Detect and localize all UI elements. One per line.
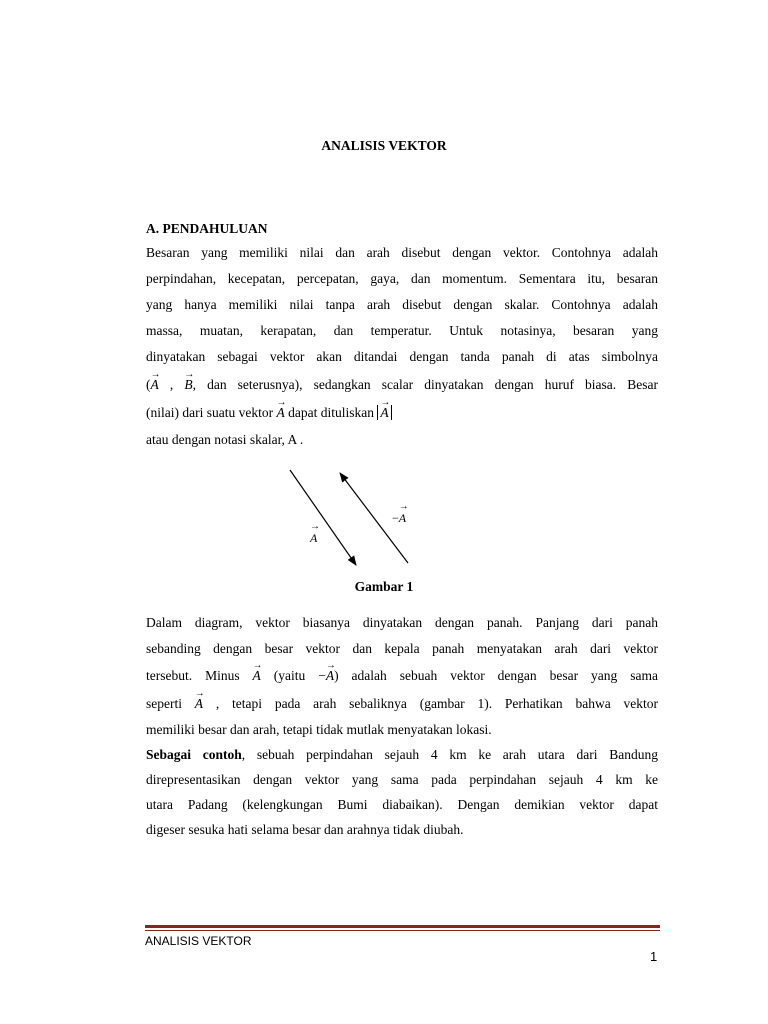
paragraph-line: utara Padang (kelengkungan Bumi diabaikan). Dengan demikian vektor dapat: [146, 797, 658, 812]
vector-neg-a-label: [392, 511, 406, 526]
text-span: tersebut. Minus: [146, 668, 253, 683]
text-span: ) adalah sebuah vektor dengan besar yang sama: [334, 668, 658, 683]
paragraph-line: [146, 745, 658, 764]
footer-rule: [145, 925, 660, 928]
text-span: (yaitu −: [260, 668, 326, 683]
paragraph-line: sebanding dengan besar vektor dan kepala panah menyatakan arah dari vektor: [146, 641, 658, 656]
bold-phrase: Sebagai contoh: [146, 747, 242, 762]
paragraph-line: digeser sesuka hati selama besar dan arahnya tidak diubah.: [146, 822, 464, 837]
vector-symbol: → A: [195, 694, 203, 713]
text-span: ,: [158, 377, 185, 392]
vector-symbol: → A: [399, 511, 406, 526]
minus-sign: −: [392, 511, 399, 525]
vector-symbol: → B: [184, 375, 192, 394]
paragraph-line: Besaran yang memiliki nilai dan arah disebut dengan vektor. Contohnya adalah: [146, 245, 658, 260]
text-span: , dan seterusnya), sedangkan scalar dinyatakan dengan huruf biasa. Besar: [192, 377, 659, 392]
vector-symbol: → A: [380, 403, 388, 422]
magnitude-notation: [377, 405, 391, 420]
paragraph-line: perpindahan, kecepatan, percepatan, gaya, dan momentum. Sementara itu, besaran: [146, 271, 658, 286]
paragraph-line: Dalam diagram, vektor biasanya dinyatakan dengan panah. Panjang dari panah: [146, 615, 658, 630]
paragraph-line: memiliki besar dan arah, tetapi tidak mutlak menyatakan lokasi.: [146, 722, 492, 737]
text-span: , sebuah perpindahan sejauh 4 km ke arah utara dari Bandung: [241, 747, 658, 762]
paragraph-line: [146, 403, 658, 422]
figure-caption: Gambar 1: [354, 579, 414, 594]
vector-symbol: → A: [253, 666, 261, 685]
vector-a-label: [310, 531, 317, 546]
page-title: ANALISIS VEKTOR: [321, 138, 447, 153]
text-span: (: [146, 377, 151, 392]
paragraph-line: direpresentasikan dengan vektor yang sama pada perpindahan sejauh 4 km ke: [146, 772, 658, 787]
paragraph-line: massa, muatan, kerapatan, dan temperatur. Untuk notasinya, besaran yang: [146, 323, 658, 338]
paragraph-line: [146, 375, 658, 394]
text-span: dapat dituliskan: [284, 405, 378, 420]
vector-symbol: → A: [326, 666, 334, 685]
text-span: , tetapi pada arah sebaliknya (gambar 1). Perhatikan bahwa vektor: [203, 696, 658, 711]
vector-symbol: → A: [276, 403, 284, 422]
vector-symbol: → A: [151, 375, 159, 394]
text-span: seperti: [146, 696, 195, 711]
section-heading: A. PENDAHULUAN: [146, 221, 268, 236]
text-span: (nilai) dari suatu vektor: [146, 405, 277, 420]
paragraph-line: atau dengan notasi skalar, A .: [146, 432, 304, 447]
paragraph-line: yang hanya memiliki nilai tanpa arah disebut dengan skalar. Contohnya adalah: [146, 297, 658, 312]
paragraph-line: [146, 666, 658, 685]
page-number: 1: [650, 949, 658, 964]
vector-symbol: → A: [310, 531, 317, 546]
paragraph-line: dinyatakan sebagai vektor akan ditandai dengan tanda panah di atas simbolnya: [146, 349, 658, 364]
paragraph-line: [146, 694, 658, 713]
vector-a-arrow: [290, 470, 356, 565]
footer-title: ANALISIS VEKTOR: [145, 934, 252, 948]
footer-rule-thin: [145, 930, 660, 931]
